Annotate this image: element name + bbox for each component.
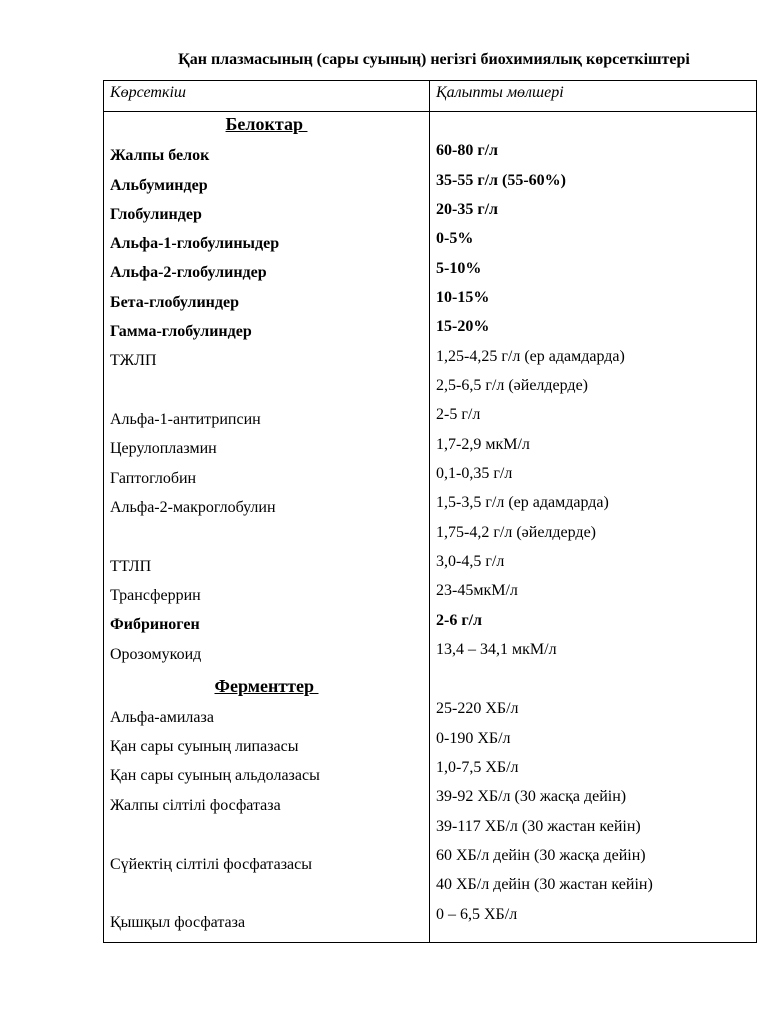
normal-value: 39-117 ХБ/л (30 жастан кейін) [436, 818, 641, 835]
indicator-name: Альфа-амилаза [110, 709, 214, 726]
indicator-name: Альфа-2-глобулиндер [110, 264, 267, 281]
indicator-name: Жалпы сілтілі фосфатаза [110, 797, 281, 814]
normal-value: 25-220 ХБ/л [436, 700, 519, 717]
normal-value: 1,75-4,2 г/л (әйелдерде) [436, 524, 596, 541]
indicator-name: Сүйектің сілтілі фосфатазасы [110, 856, 312, 873]
normal-value: 2-6 г/л [436, 612, 483, 629]
indicator-name: Церулоплазмин [110, 440, 217, 457]
indicator-name: Гамма-глобулиндер [110, 323, 252, 340]
normal-value: 3,0-4,5 г/л [436, 553, 505, 570]
normal-value: 39-92 ХБ/л (30 жасқа дейін) [436, 788, 627, 805]
header-divider [104, 111, 756, 112]
normal-value: 1,0-7,5 ХБ/л [436, 759, 519, 776]
indicator-name: Қан сары суының липазасы [110, 738, 299, 755]
indicator-name: Фибриноген [110, 616, 200, 633]
indicator-name: Қышқыл фосфатаза [110, 914, 246, 931]
indicator-name: Қан сары суының альдолазасы [110, 767, 320, 784]
normal-value: 1,5-3,5 г/л (ер адамдарда) [436, 494, 609, 511]
section-heading-enzymes: Ферменттер [214, 676, 319, 696]
normal-value: 2,5-6,5 г/л (әйелдерде) [436, 377, 588, 394]
normal-value: 13,4 – 34,1 мкМ/л [436, 641, 557, 658]
normal-value: 5-10% [436, 260, 482, 277]
normal-value: 23-45мкМ/л [436, 582, 518, 599]
normal-value: 15-20% [436, 318, 490, 335]
indicator-name: Альбуминдер [110, 177, 208, 194]
indicator-name: Бета-глобулиндер [110, 294, 239, 311]
normal-value: 1,25-4,25 г/л (ер адамдарда) [436, 348, 625, 365]
indicator-name: Трансферрин [110, 587, 201, 604]
column-divider [429, 81, 430, 942]
indicator-name: Глобулиндер [110, 206, 202, 223]
indicator-name: Орозомукоид [110, 646, 202, 663]
normal-value: 10-15% [436, 289, 490, 306]
header-normal-range: Қалыпты мөлшері [436, 84, 564, 101]
indicator-name: Альфа-2-макроглобулин [110, 499, 276, 516]
indicator-name: Альфа-1-антитрипсин [110, 411, 261, 428]
normal-value: 0,1-0,35 г/л [436, 465, 513, 482]
document-title: Қан плазмасының (сары суының) негізгі биохимиялық көрсеткіштері [178, 51, 690, 68]
indicator-name: ТЖЛП [110, 352, 157, 369]
indicator-name: Гаптоглобин [110, 470, 197, 487]
normal-value: 60-80 г/л [436, 142, 499, 159]
section-heading-proteins: Белоктар [225, 114, 308, 134]
normal-value: 40 ХБ/л дейін (30 жастан кейін) [436, 876, 653, 893]
normal-value: 35-55 г/л (55-60%) [436, 172, 566, 189]
normal-value: 2-5 г/л [436, 406, 481, 423]
normal-value: 0 – 6,5 ХБ/л [436, 906, 518, 923]
normal-value: 60 ХБ/л дейін (30 жасқа дейін) [436, 847, 646, 864]
header-indicator: Көрсеткіш [110, 84, 186, 101]
normal-value: 1,7-2,9 мкМ/л [436, 436, 530, 453]
normal-value: 0-190 ХБ/л [436, 730, 511, 747]
indicator-name: Жалпы белок [110, 147, 210, 164]
normal-value: 20-35 г/л [436, 201, 499, 218]
indicator-name: ТТЛП [110, 558, 152, 575]
reference-table [103, 80, 757, 943]
indicator-name: Альфа-1-глобулиныдер [110, 235, 280, 252]
normal-value: 0-5% [436, 230, 474, 247]
